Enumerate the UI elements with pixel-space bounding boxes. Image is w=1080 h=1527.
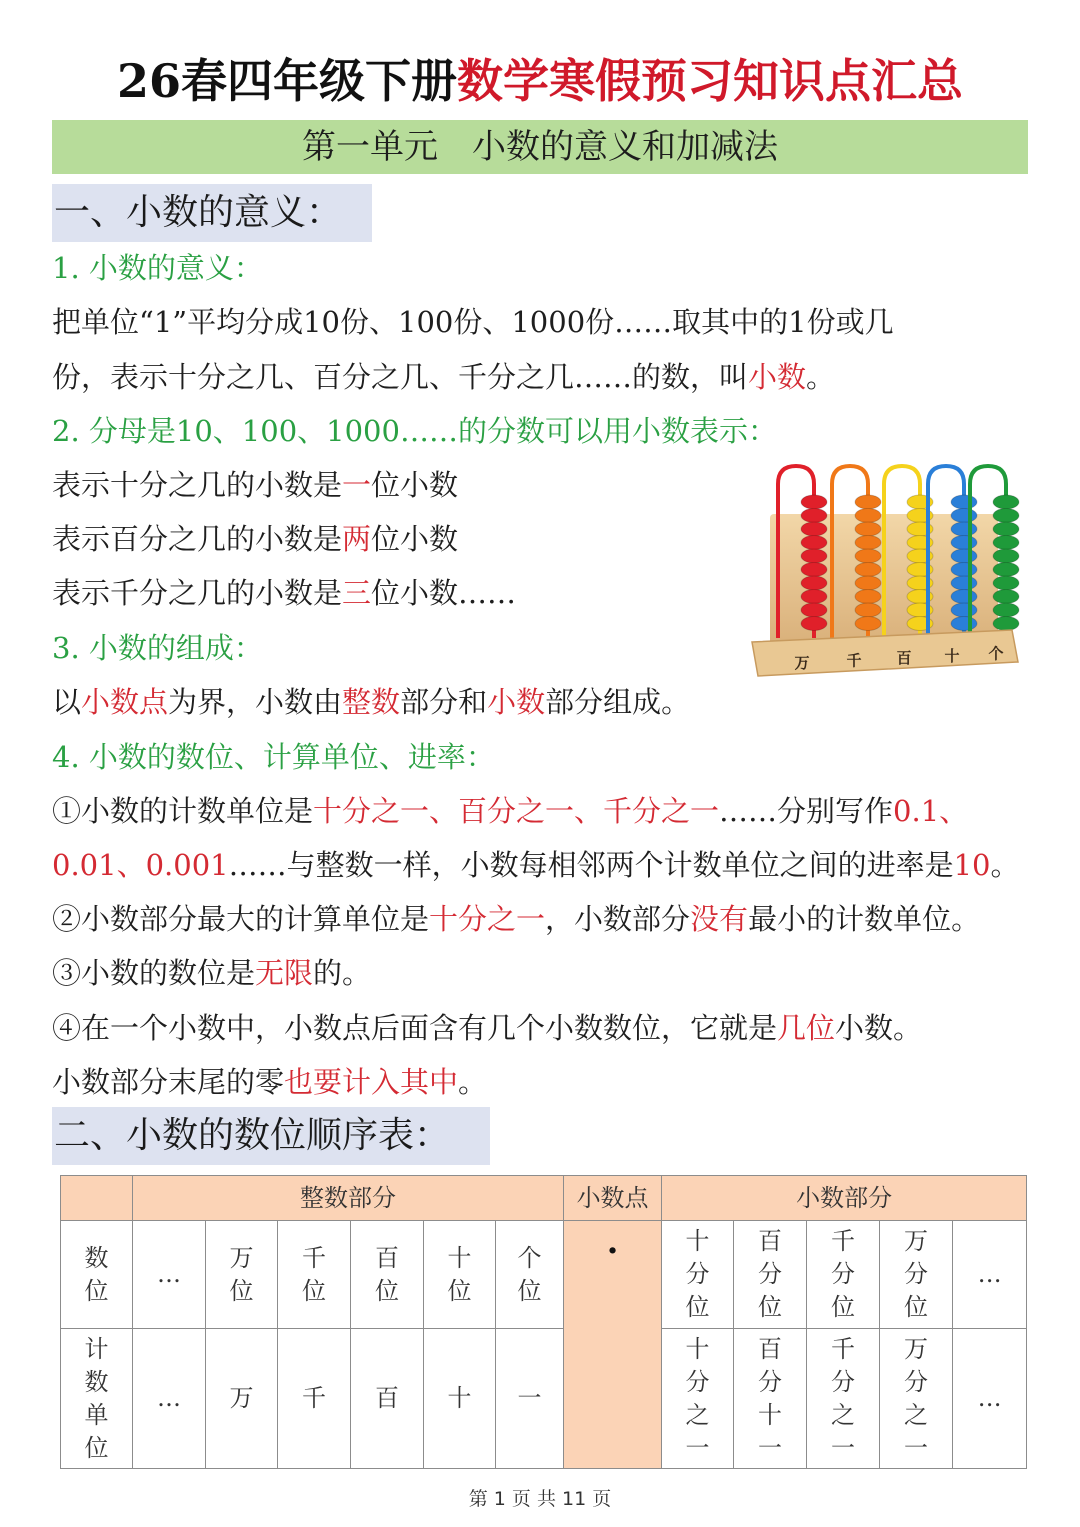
dec-position-cell: 万分位 <box>880 1221 953 1329</box>
abacus-bead <box>951 495 977 509</box>
abacus-bead <box>855 495 881 509</box>
abacus-bead <box>951 522 977 536</box>
point2-line1: 表示十分之几的小数是一位小数 <box>52 468 459 502</box>
row-label-positions: 数位 <box>61 1221 133 1329</box>
abacus-bead <box>993 576 1019 590</box>
abacus-bead <box>801 576 827 590</box>
abacus-bead <box>951 549 977 563</box>
abacus-bead <box>993 536 1019 550</box>
decimal-point-cell: · <box>564 1221 662 1469</box>
point3-title: 3. 小数的组成： <box>52 631 263 665</box>
abacus-bead <box>801 522 827 536</box>
dec-unit-cell: 十分之一 <box>662 1329 734 1469</box>
unit-title-bar: 第一单元 小数的意义和加减法 <box>52 120 1028 174</box>
int-position-cell: 个位 <box>496 1221 564 1329</box>
section2-heading: 二、小数的数位顺序表： <box>52 1107 490 1165</box>
abacus-bead <box>855 563 881 577</box>
point2-line3: 表示千分之几的小数是三位小数…… <box>52 576 517 610</box>
abacus-illustration <box>750 462 1020 684</box>
abacus-bead <box>951 509 977 523</box>
abacus-bead <box>801 549 827 563</box>
abacus-bead <box>993 603 1019 617</box>
title-topic: 数学寒假预习知识点汇总 <box>457 54 963 108</box>
page-footer: 第 1 页 共 11 页 <box>468 1488 612 1510</box>
section1-heading: 一、小数的意义： <box>52 184 372 242</box>
header-integer-part: 整数部分 <box>133 1176 564 1221</box>
abacus-bead <box>993 563 1019 577</box>
abacus-bead <box>855 603 881 617</box>
point4-item2: ②小数部分最大的计算单位是十分之一，小数部分没有最小的计数单位。 <box>52 902 981 936</box>
page-title <box>0 46 1080 116</box>
int-unit-cell: 千 <box>278 1329 351 1469</box>
abacus-place-label: 百 <box>896 649 912 668</box>
abacus-bead <box>855 509 881 523</box>
point2-line2: 表示百分之几的小数是两位小数 <box>52 522 459 556</box>
abacus-bead <box>855 590 881 604</box>
abacus-bead <box>801 563 827 577</box>
int-position-cell: … <box>133 1221 206 1329</box>
point2-title: 2. 分母是10、100、1000……的分数可以用小数表示： <box>52 414 777 448</box>
int-position-cell: 百位 <box>351 1221 424 1329</box>
place-value-table <box>60 1175 1027 1469</box>
term-decimal: 小数 <box>748 360 807 394</box>
abacus-bead <box>801 509 827 523</box>
abacus-bead <box>855 536 881 550</box>
abacus-bead <box>951 590 977 604</box>
abacus-bead <box>855 549 881 563</box>
dec-unit-cell: … <box>953 1329 1027 1469</box>
table-row-positions <box>61 1221 1027 1329</box>
abacus-bead <box>993 590 1019 604</box>
header-decimal-part: 小数部分 <box>662 1176 1027 1221</box>
point1-line2: 份，表示十分之几、百分之几、千分之几……的数，叫小数。 <box>52 360 836 394</box>
abacus-bead <box>993 549 1019 563</box>
int-position-cell: 十位 <box>424 1221 496 1329</box>
abacus-bead <box>993 522 1019 536</box>
dec-unit-cell: 百分十一 <box>734 1329 807 1469</box>
title-grade: 26春四年级下册 <box>116 54 457 108</box>
point4-item4-line2: 小数部分末尾的零也要计入其中。 <box>52 1065 488 1099</box>
abacus-bead <box>951 576 977 590</box>
abacus-bead <box>855 522 881 536</box>
int-unit-cell: … <box>133 1329 206 1469</box>
dec-unit-cell: 千分之一 <box>807 1329 880 1469</box>
table-header-row <box>61 1176 1027 1221</box>
dec-position-cell: 千分位 <box>807 1221 880 1329</box>
abacus-bead <box>801 590 827 604</box>
abacus-place-label: 个 <box>988 644 1004 663</box>
point1-line1: 把单位“1”平均分成10份、100份、1000份……取其中的1份或几 <box>52 305 894 339</box>
int-unit-cell: 一 <box>496 1329 564 1469</box>
int-position-cell: 万位 <box>206 1221 278 1329</box>
abacus-place-label: 万 <box>794 654 810 672</box>
dec-position-cell: 百分位 <box>734 1221 807 1329</box>
dec-unit-cell: 万分之一 <box>880 1329 953 1469</box>
point1-title: 1. 小数的意义： <box>52 251 263 285</box>
abacus-bead <box>951 536 977 550</box>
dec-position-cell: 十分位 <box>662 1221 734 1329</box>
int-position-cell: 千位 <box>278 1221 351 1329</box>
abacus-bead <box>951 563 977 577</box>
abacus-bead <box>855 617 881 631</box>
abacus-bead <box>993 617 1019 631</box>
point4-item4-line1: ④在一个小数中，小数点后面含有几个小数数位，它就是几位小数。 <box>52 1011 923 1045</box>
abacus-bead <box>951 617 977 631</box>
point4-item3: ③小数的数位是无限的。 <box>52 956 372 990</box>
abacus-bead <box>801 603 827 617</box>
abacus-bead <box>801 536 827 550</box>
abacus-bead <box>801 617 827 631</box>
table-row-units <box>61 1329 1027 1469</box>
dec-position-cell: … <box>953 1221 1027 1329</box>
header-decimal-point: 小数点 <box>564 1176 662 1221</box>
row-label-units: 计数单位 <box>61 1329 133 1469</box>
int-unit-cell: 百 <box>351 1329 424 1469</box>
point4-title: 4. 小数的数位、计算单位、进率： <box>52 740 495 774</box>
abacus-bead <box>951 603 977 617</box>
abacus-bead <box>993 495 1019 509</box>
abacus-place-label: 十 <box>944 646 960 665</box>
abacus-bead <box>801 495 827 509</box>
header-corner <box>61 1176 133 1221</box>
point4-item1-line1: ①小数的计数单位是十分之一、百分之一、千分之一……分别写作0.1、 <box>52 794 969 828</box>
point3-line: 以小数点为界，小数由整数部分和小数部分组成。 <box>52 685 691 719</box>
abacus-place-label: 千 <box>846 651 862 670</box>
abacus-bead <box>993 509 1019 523</box>
abacus-bead <box>855 576 881 590</box>
int-unit-cell: 万 <box>206 1329 278 1469</box>
point4-item1-line2: 0.01、0.001……与整数一样，小数每相邻两个计数单位之间的进率是10。 <box>52 848 1020 882</box>
int-unit-cell: 十 <box>424 1329 496 1469</box>
